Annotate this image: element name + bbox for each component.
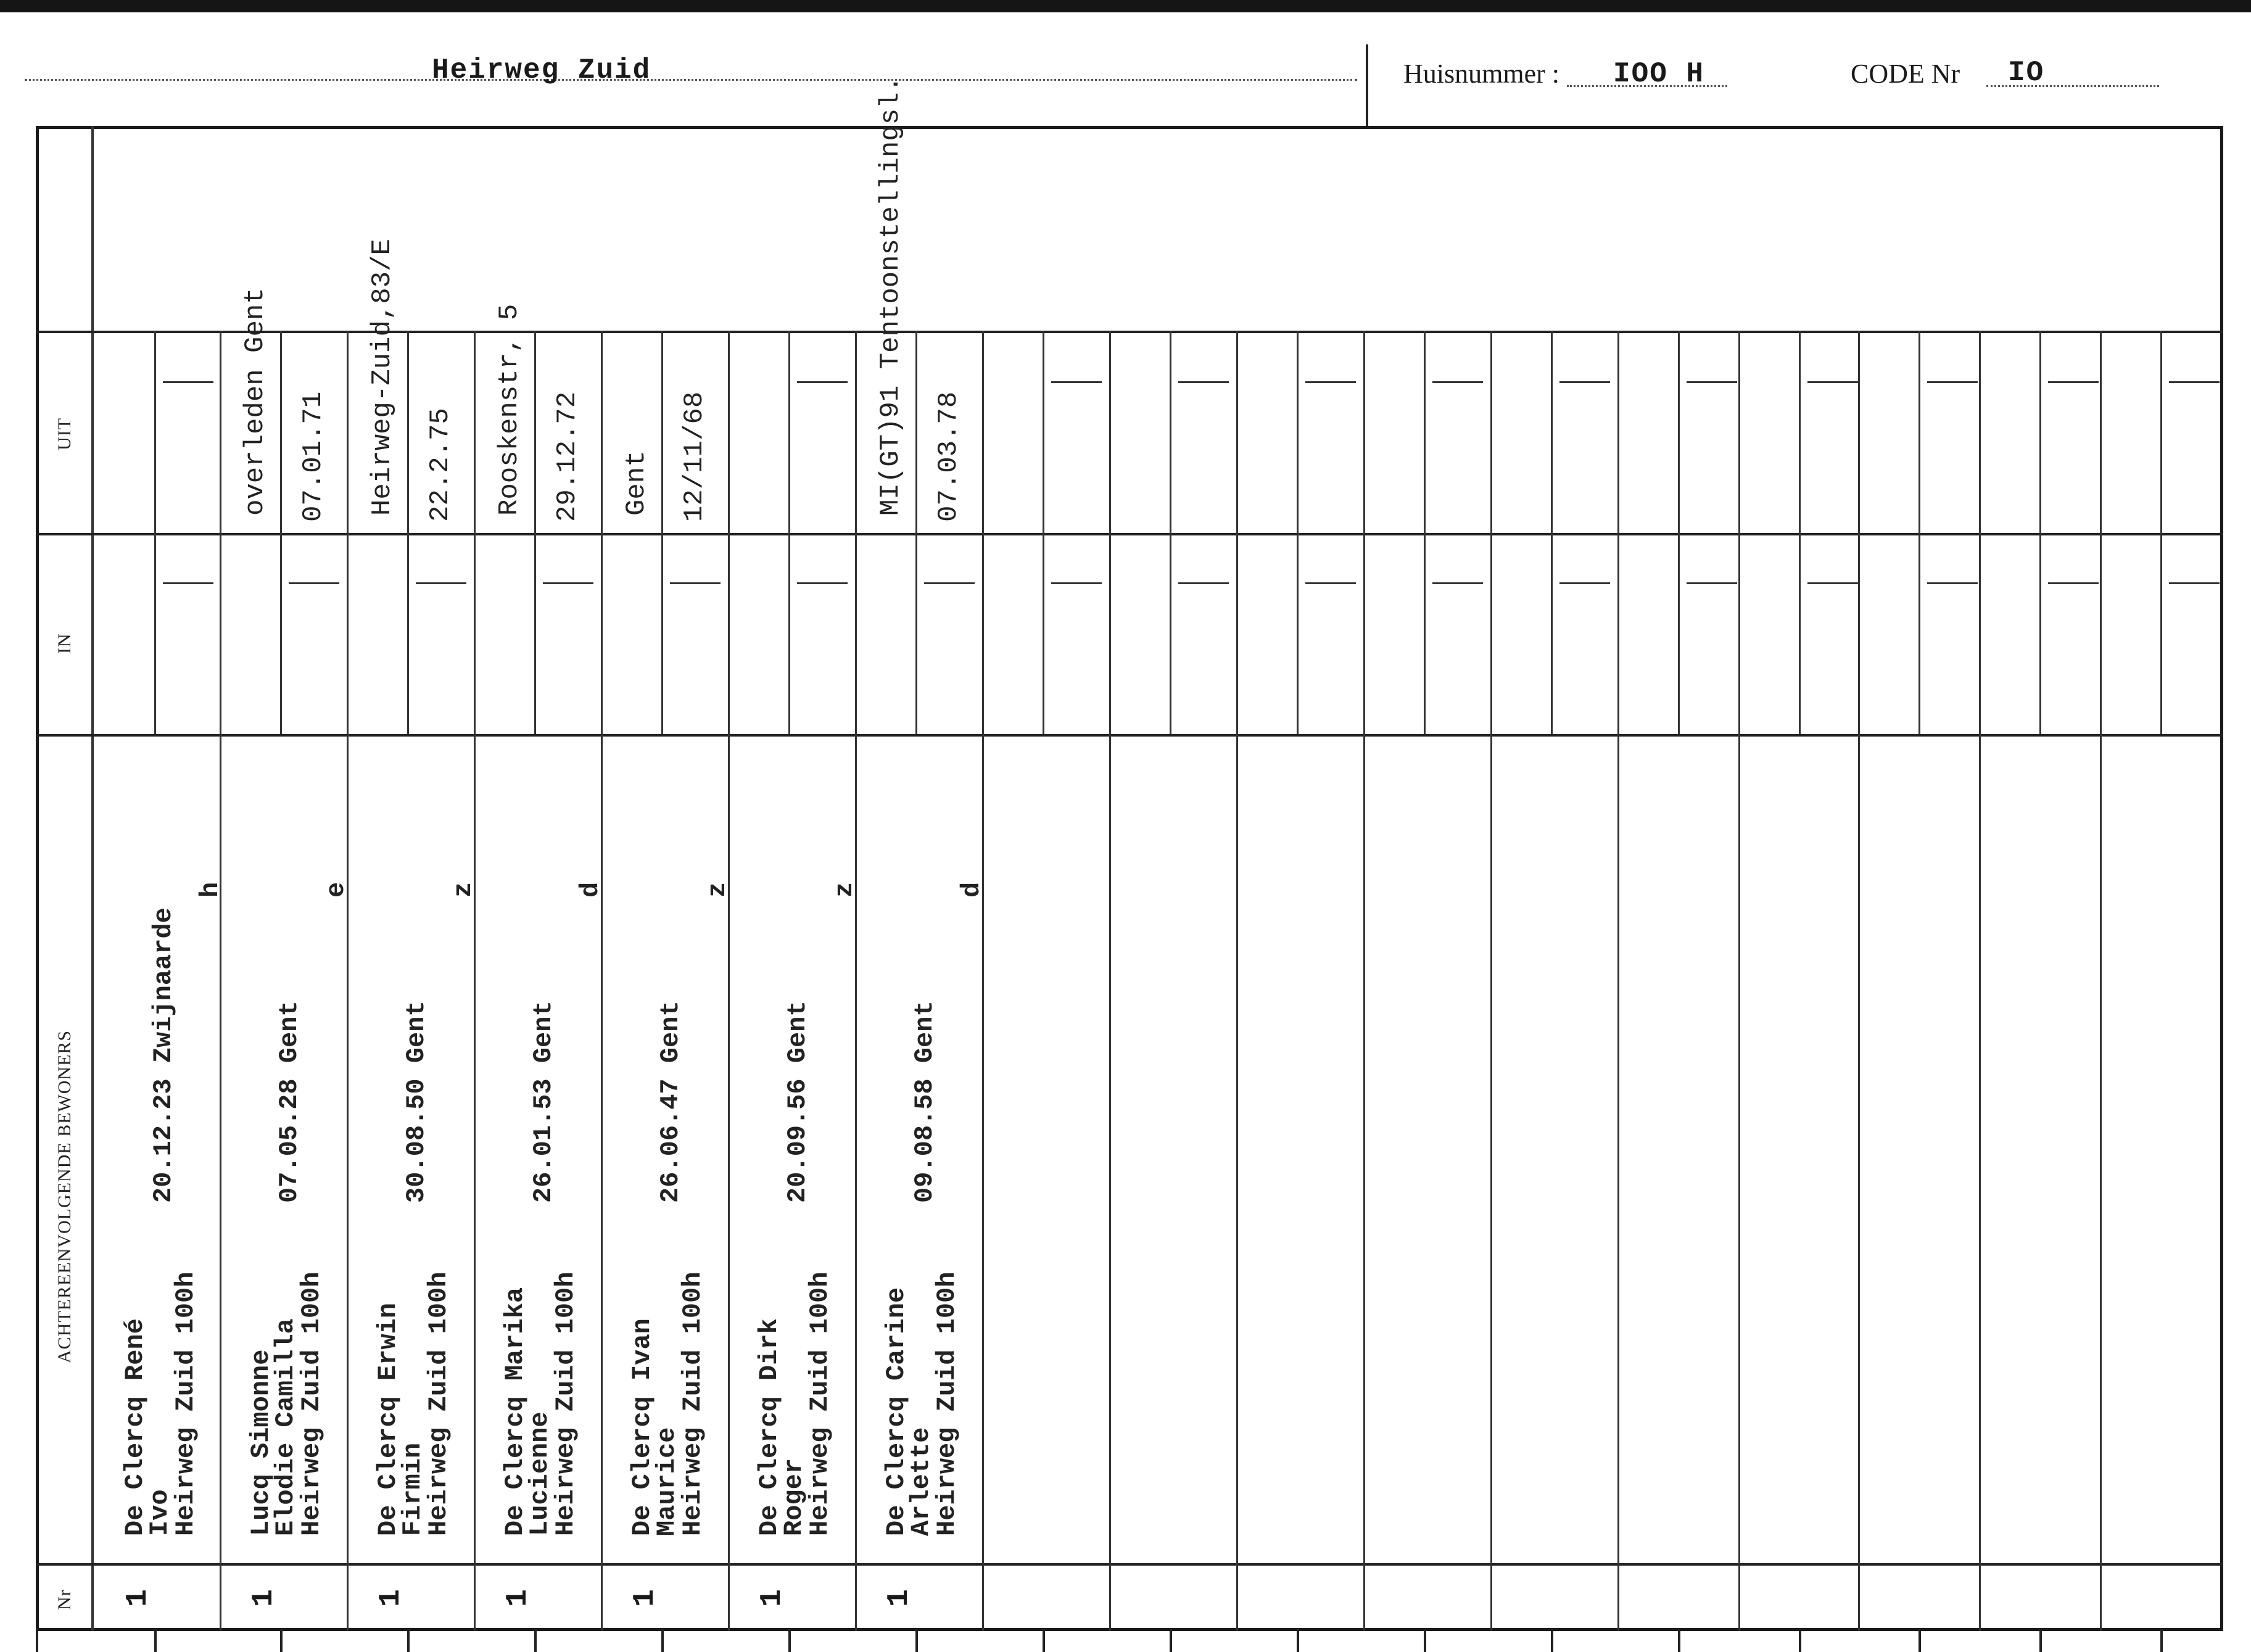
resident-name-line2: Lucienne [525,1411,555,1536]
in-date-dash [289,582,339,584]
resident-mark: z [703,882,732,898]
resident-name-line2: Maurice [652,1427,682,1536]
uit-dash [2169,381,2220,383]
sub-column-separator [2039,331,2041,734]
sub-column-separator [1297,331,1299,734]
bottom-tick [1678,1629,1680,1652]
in-date-dash [670,582,721,584]
grid-line-nr-top [36,1563,2223,1566]
sub-column-separator [407,331,409,734]
bottom-tick [915,1629,918,1652]
uit-dash [1051,381,1102,383]
column-separator [1363,331,1365,1631]
resident-name-line1: De Clercq Carine [882,1287,911,1536]
in-dash [1927,582,1978,584]
resident-mark: e [321,882,351,898]
column-separator [1617,331,1619,1631]
in-dash [1051,582,1102,584]
bottom-tick [1170,1629,1172,1652]
resident-birth: 26.01.53 Gent [529,1001,558,1203]
uit-label: UIT [54,418,75,450]
bottom-tick [2039,1629,2042,1652]
sub-column-separator [661,331,663,734]
entry-nr: 1 [247,1589,281,1607]
resident-birth: 09.08.58 Gent [910,1001,940,1203]
sub-column-separator [1919,331,1920,734]
in-label: IN [54,633,75,654]
uit-place: overleden Gent [240,287,271,516]
bottom-tick [661,1629,664,1652]
resident-birth: 20.12.23 Zwijnaarde [149,907,178,1203]
column-separator [1236,331,1238,1631]
in-dash [1178,582,1229,584]
in-dash [1432,582,1483,584]
sub-column-separator [1551,331,1553,734]
in-date-dash [924,582,975,584]
uit-dash [1305,381,1356,383]
column-separator [474,331,476,1631]
resident-mark: z [448,882,478,898]
entry-nr: 1 [629,1589,662,1607]
resident-birth: 30.08.50 Gent [402,1001,431,1203]
bottom-tick [1551,1629,1553,1652]
bottom-tick [1424,1629,1426,1652]
uit-date: 07.03.78 [933,391,964,522]
sub-column-separator [1043,331,1044,734]
sub-column-separator [1424,331,1426,734]
resident-birth: 07.05.28 Gent [275,1001,304,1203]
uit-date: 07.01.71 [298,391,329,522]
resident-birth: 26.06.47 Gent [656,1001,685,1203]
uit-dash [1687,381,1737,383]
in-date-dash [416,582,466,584]
column-separator [728,331,730,1631]
entry-nr: 1 [502,1589,535,1607]
bottom-tick [36,1629,38,1652]
in-date-dash [797,582,848,584]
sub-column-separator [280,331,282,734]
resident-name-line2: Roger [779,1458,809,1536]
uit-date: 22.2.75 [425,408,456,522]
code-label: CODE Nr [1851,59,1960,89]
resident-name-line2: Ivo [145,1489,175,1536]
resident-name-line1: Lucq Simonne [246,1349,276,1536]
column-separator [601,331,603,1631]
column-separator [1979,331,1981,1631]
entry-nr: 1 [122,1589,155,1607]
uit-dash [1807,381,1858,383]
grid-line-residents-top [36,734,2223,737]
form-frame [36,126,2223,1631]
column-separator [1738,331,1740,1631]
resident-name-line1: De Clercq Erwin [373,1302,403,1536]
resident-address: Heirweg Zuid 100h [297,1271,326,1536]
entry-nr: 1 [374,1589,408,1607]
house-number-value: IOO H [1613,58,1705,90]
in-dash [1559,582,1610,584]
entry-nr: 1 [756,1589,789,1607]
column-separator [855,331,857,1631]
in-dash [1305,582,1356,584]
resident-address: Heirweg Zuid 100h [678,1271,708,1536]
uit-place: Gent [621,450,652,516]
bottom-tick [280,1629,283,1652]
top-border-bar [0,0,2251,12]
resident-name-line1: De Clercq Dirk [754,1318,784,1536]
bottom-tick [407,1629,410,1652]
sub-column-separator [154,331,156,734]
resident-birth: 20.09.56 Gent [783,1001,812,1203]
bottom-tick [1799,1629,1801,1652]
in-dash [2169,582,2220,584]
grid-line-in-top [36,533,2223,535]
bottom-tick [1919,1629,1921,1652]
resident-mark: d [576,882,605,898]
resident-address: Heirweg Zuid 100h [932,1271,962,1536]
in-dash [1687,582,1737,584]
sub-column-separator [1170,331,1171,734]
column-separator [1490,331,1492,1631]
column-separator [1109,331,1111,1631]
uit-dash [1927,381,1978,383]
resident-mark: z [830,882,859,898]
bottom-tick [2160,1629,2163,1652]
uit-place: Rooskenstr, 5 [494,304,525,516]
resident-mark: h [196,882,225,898]
uit-date: 29.12.72 [552,391,583,522]
code-value: IO [2008,57,2045,89]
label-column-divider [91,126,94,1631]
uit-dash [1559,381,1610,383]
uit-dash [1178,381,1229,383]
column-separator [1858,331,1860,1631]
sub-column-separator [1799,331,1801,734]
bottom-tick [534,1629,537,1652]
in-dash [2048,582,2099,584]
resident-address: Heirweg Zuid 100h [551,1271,580,1536]
house-number-label: Huisnummer : [1403,59,1559,89]
resident-name-line2: Elodie Camilla [271,1318,300,1536]
sub-column-separator [1678,331,1680,734]
residents-label: ACHTEREENVOLGENDE BEWONERS [54,1030,75,1363]
grid-line-uit-top [36,331,2223,333]
column-separator [2100,331,2102,1631]
uit-dash [1432,381,1483,383]
column-separator [220,331,221,1631]
bottom-tick [1297,1629,1299,1652]
street-name: Heirweg Zuid [432,54,651,86]
sub-column-separator [2160,331,2162,734]
resident-address: Heirweg Zuid 100h [171,1271,200,1536]
resident-name-line1: De Clercq René [120,1318,150,1536]
column-separator [347,331,349,1631]
resident-address: Heirweg Zuid 100h [424,1271,453,1536]
resident-name-line2: Firmin [398,1442,427,1536]
bottom-tick [154,1629,157,1652]
resident-name-line2: Arlette [906,1427,936,1536]
in-date-dash [543,582,593,584]
entry-nr: 1 [883,1589,916,1607]
uit-date-dash [163,381,213,383]
uit-place: MI(GT)91 Tentoonstellingsl. [875,76,906,516]
street-dotted-line [25,79,1357,81]
uit-date: 12/11/68 [679,391,710,522]
bottom-tick [1043,1629,1045,1652]
header-divider [1366,44,1368,126]
resident-name-line1: De Clercq Ivan [627,1318,657,1536]
uit-place: Heirweg-Zuid,83/E [367,239,398,516]
sub-column-separator [915,331,917,734]
sub-column-separator [788,331,790,734]
sub-column-separator [534,331,536,734]
uit-dash [2048,381,2099,383]
uit-date-dash [797,381,848,383]
column-separator [982,331,984,1631]
in-date-dash [163,582,213,584]
resident-address: Heirweg Zuid 100h [805,1271,835,1536]
nr-label: Nr [54,1589,75,1610]
in-dash [1807,582,1858,584]
resident-mark: d [957,882,986,898]
bottom-tick [788,1629,791,1652]
resident-name-line1: De Clercq Marika [500,1287,530,1536]
